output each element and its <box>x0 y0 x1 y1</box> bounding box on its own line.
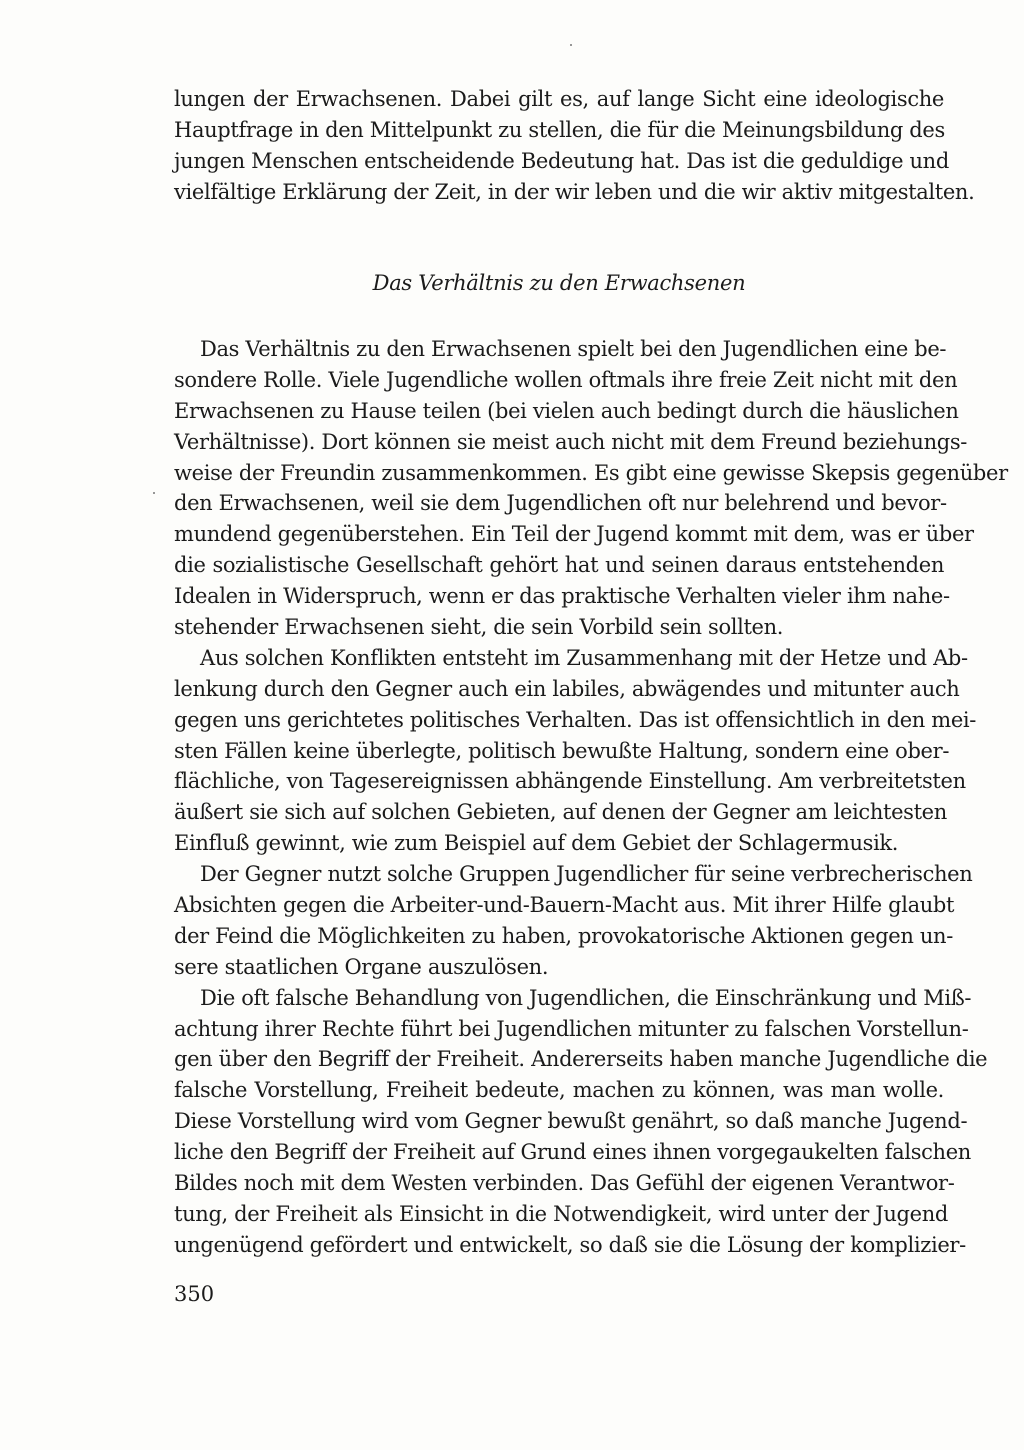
text-line: tung, der Freiheit als Einsicht in die Notwendigkeit, wird unter der Jugend <box>174 1201 948 1226</box>
paragraph-3 <box>174 859 973 983</box>
text-line: Aus solchen Konflikten entsteht im Zusammenhang mit der Hetze und Ab- <box>200 645 968 670</box>
paragraph-1 <box>174 334 1008 643</box>
text-line: flächliche, von Tagesereignissen abhängende Einstellung. Am verbreitetsten <box>174 769 966 794</box>
text-line: der Feind die Möglichkeiten zu haben, provokatorische Aktionen gegen un- <box>174 923 953 948</box>
text-line: den Erwachsenen, weil sie dem Jugendlichen oft nur belehrend und bevor- <box>174 491 947 516</box>
text-line: Einfluß gewinnt, wie zum Beispiel auf dem Gebiet der Schlagermusik. <box>174 831 899 856</box>
scan-speck <box>153 492 155 494</box>
text-line: Der Gegner nutzt solche Gruppen Jugendlicher für seine verbrecherischen <box>200 862 973 887</box>
text-line: Die oft falsche Behandlung von Jugendlichen, die Einschränkung und Miß- <box>200 985 972 1010</box>
text-line: Bildes noch mit dem Westen verbinden. Das Gefühl der eigenen Verantwor- <box>174 1171 955 1196</box>
text-line: mundend gegenüberstehen. Ein Teil der Jugend kommt mit dem, was er über <box>174 522 974 547</box>
book-page <box>174 84 1008 1257</box>
text-line: sere staatlichen Organe auszulösen. <box>174 954 549 979</box>
text-line: falsche Vorstellung, Freiheit bedeute, machen zu können, was man wolle. <box>174 1078 944 1103</box>
text-line: Erwachsenen zu Hause teilen (bei vielen auch bedingt durch die häuslichen <box>174 398 959 423</box>
text-line: gen über den Begriff der Freiheit. Andererseits haben manche Jugendliche die <box>174 1047 988 1072</box>
text-line: Verhältnisse). Dort können sie meist auch nicht mit dem Freund beziehungs- <box>174 429 968 454</box>
text-line: die sozialistische Gesellschaft gehört hat und seinen daraus entstehenden <box>174 553 944 578</box>
paragraph-2 <box>174 643 977 859</box>
text-line: jungen Menschen entscheidende Bedeutung hat. Das ist die geduldige und <box>174 148 949 173</box>
scan-speck <box>570 44 572 46</box>
text-line: sten Fällen keine überlegte, politisch bewußte Haltung, sondern eine ober- <box>174 738 950 763</box>
text-line: Diese Vorstellung wird vom Gegner bewußt genährt, so daß manche Jugend- <box>174 1109 968 1134</box>
text-line: sondere Rolle. Viele Jugendliche wollen oftmals ihre freie Zeit nicht mit den <box>174 367 958 392</box>
text-line: lungen der Erwachsenen. Dabei gilt es, auf lange Sicht eine ideologische <box>174 87 944 111</box>
text-line: liche den Begriff der Freiheit auf Grund eines ihnen vorgegaukelten falschen <box>174 1140 971 1165</box>
section-heading: Das Verhältnis zu den Erwachsenen <box>372 271 746 295</box>
text-line: Hauptfrage in den Mittelpunkt zu stellen, die für die Meinungsbildung des <box>174 117 945 142</box>
section-body <box>174 334 1008 1261</box>
paragraph-4 <box>174 983 988 1261</box>
intro-paragraph <box>174 84 975 208</box>
text-line: Idealen in Widerspruch, wenn er das praktische Verhalten vieler ihm nahe- <box>174 584 950 609</box>
text-line: vielfältige Erklärung der Zeit, in der wir leben und die wir aktiv mitgestalten. <box>174 179 975 204</box>
text-line: Das Verhältnis zu den Erwachsenen spielt bei den Jugendlichen eine be- <box>200 337 947 361</box>
text-line: ungenügend gefördert und entwickelt, so daß sie die Lösung der komplizier- <box>174 1232 966 1257</box>
text-line: weise der Freundin zusammenkommen. Es gibt eine gewisse Skepsis gegenüber <box>174 460 1008 485</box>
text-line: gegen uns gerichtetes politisches Verhalten. Das ist offensichtlich in den mei- <box>174 707 977 732</box>
text-line: äußert sie sich auf solchen Gebieten, auf denen der Gegner am leichtesten <box>174 800 947 825</box>
text-line: achtung ihrer Rechte führt bei Jugendlichen mitunter zu falschen Vorstellun- <box>174 1016 969 1041</box>
page-number: 350 <box>174 1282 215 1306</box>
text-line: stehender Erwachsenen sieht, die sein Vorbild sein sollten. <box>174 615 784 640</box>
text-line: lenkung durch den Gegner auch ein labiles, abwägendes und mitunter auch <box>174 676 960 701</box>
text-line: Absichten gegen die Arbeiter-und-Bauern-Macht aus. Mit ihrer Hilfe glaubt <box>174 893 955 918</box>
